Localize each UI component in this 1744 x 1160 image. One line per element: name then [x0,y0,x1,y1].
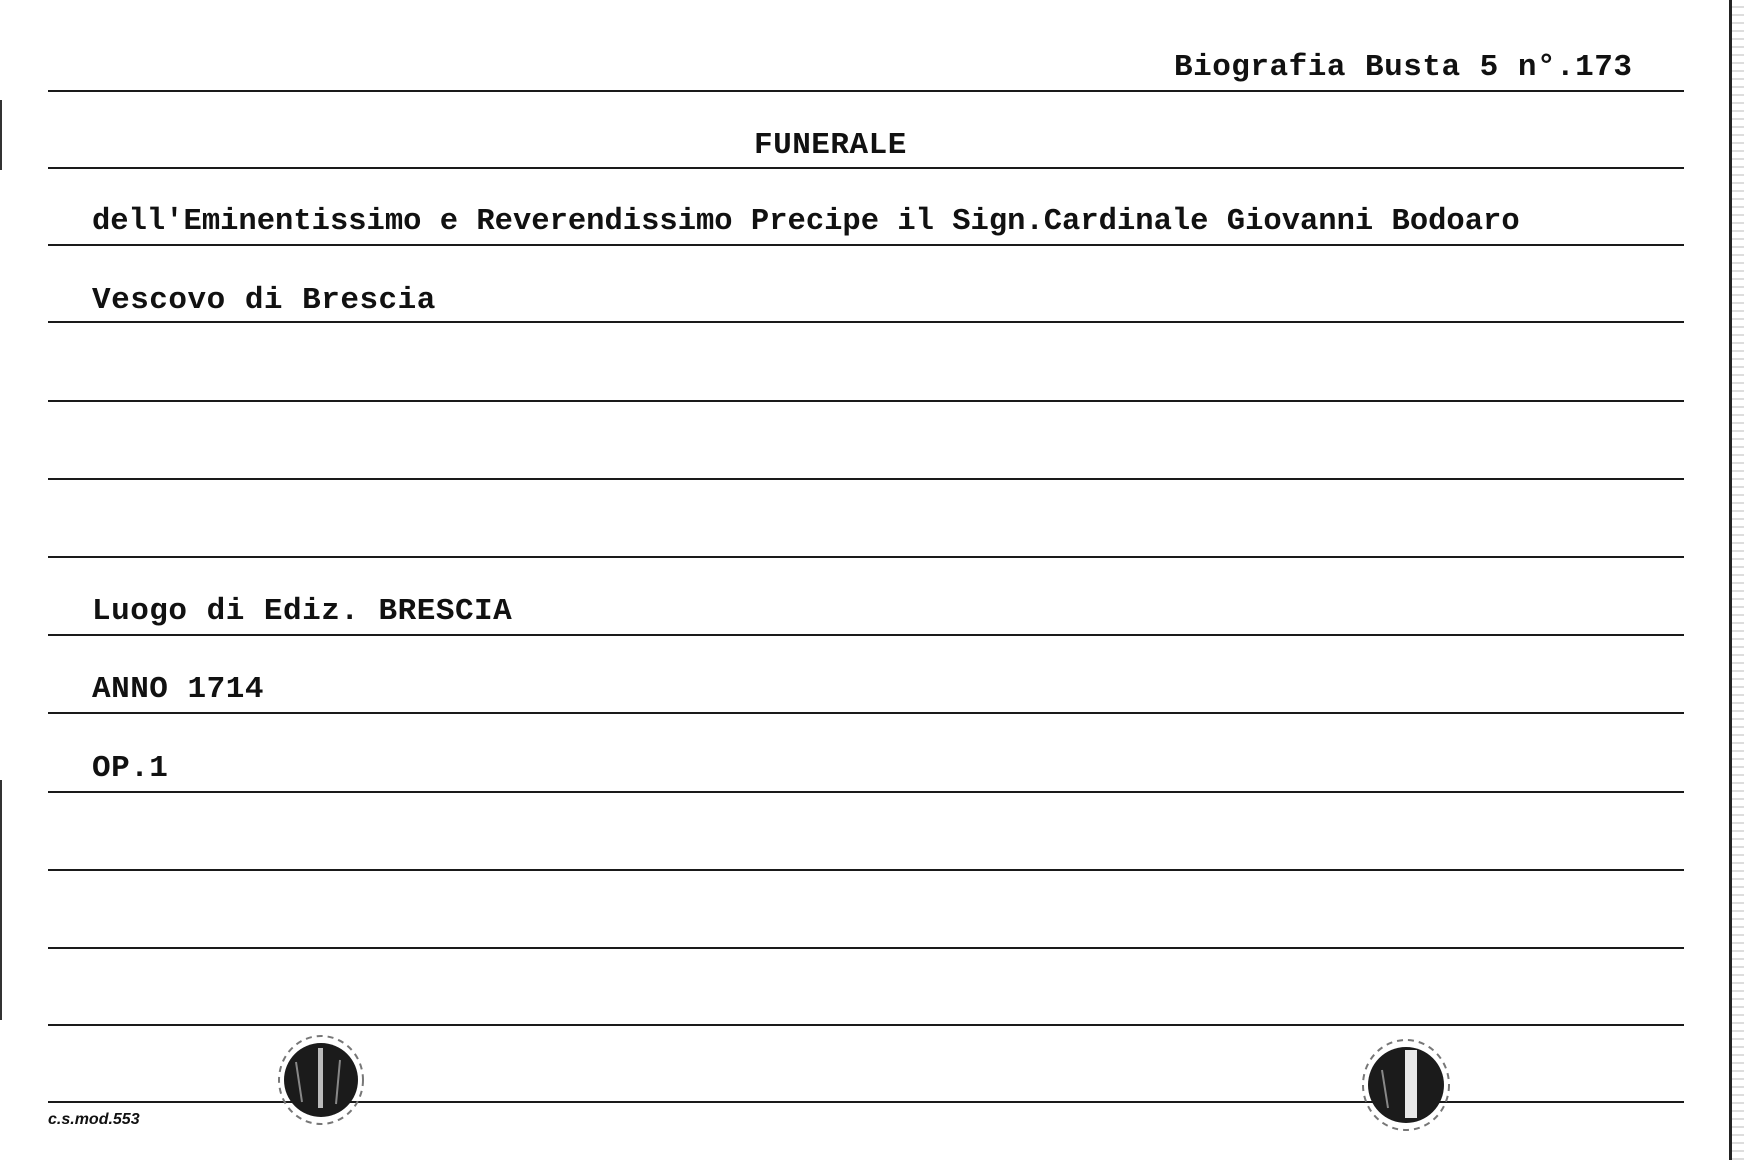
card-edge-mark [0,780,2,1020]
header-reference: Biografia Busta 5 n°.173 [1174,50,1633,85]
ruled-line [48,244,1684,246]
ruled-line [48,634,1684,636]
place-of-edition: Luogo di Ediz. BRESCIA [92,594,513,629]
ruled-line [48,869,1684,871]
ruled-line [48,478,1684,480]
ruled-line [48,321,1684,323]
subject-line-2: Vescovo di Brescia [92,283,436,318]
op-number: OP.1 [92,751,169,786]
ruled-line [48,556,1684,558]
form-code: c.s.mod.553 [48,1111,140,1128]
ruled-line [48,400,1684,402]
ruled-line [48,167,1684,169]
year: ANNO 1714 [92,672,264,707]
ruled-line [48,947,1684,949]
punch-hole-right [1360,1036,1452,1134]
ruled-line [48,1024,1684,1026]
card-edge-mark [0,100,2,170]
ruled-line [48,90,1684,92]
ruled-line [48,791,1684,793]
card-edge [1729,0,1744,1160]
ruled-line [48,712,1684,714]
punch-hole-left [276,1032,366,1128]
subject-line-1: dell'Eminentissimo e Reverendissimo Precipe il Sign.Cardinale Giovanni Bodoaro [92,205,1520,239]
card-title: FUNERALE [754,128,907,163]
